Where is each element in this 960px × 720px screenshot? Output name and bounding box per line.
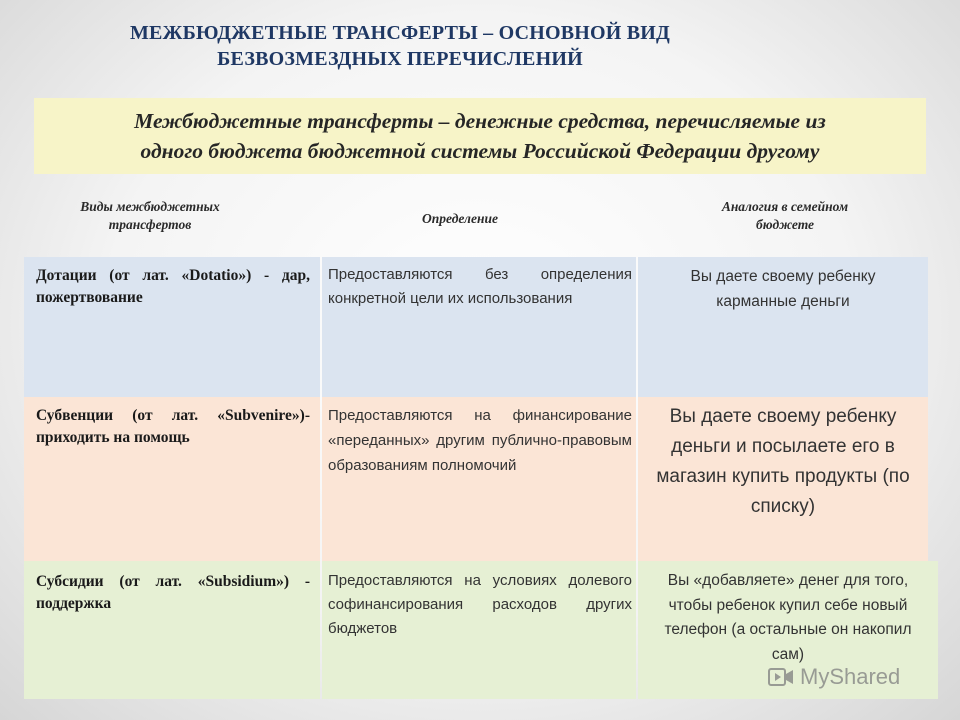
table-row-3-definition: Предоставляются на условиях долевого софинансирования расходов других бюджетов — [322, 561, 636, 699]
table-row-1-analogy: Вы даете своему ребенку карманные деньги — [638, 257, 928, 397]
definition-text — [34, 106, 926, 166]
column-header-analogy-line-1: Аналогия в семейном — [721, 199, 849, 214]
column-header-types — [40, 198, 260, 234]
column-header-definition: Определение — [422, 211, 498, 226]
table-row-2-analogy: Вы даете своему ребенку деньги и посылаете его в магазин купить продукты (по списку) — [638, 397, 928, 561]
column-header-analogy-line-2: бюджете — [755, 217, 815, 232]
definition-box — [34, 98, 926, 174]
watermark-text: MyShared — [800, 664, 901, 689]
table-row-2-definition: Предоставляются на финансирование «переданных» другим публично-правовым образованиям полномочий — [322, 397, 636, 561]
slide-title-line-2: БЕЗВОЗМЕЗДНЫХ ПЕРЕЧИСЛЕНИЙ — [217, 48, 583, 70]
slide-title — [80, 20, 720, 72]
column-header-types-line-1: Виды межбюджетных — [80, 199, 220, 214]
table-row-1-name: Дотации (от лат. «Dotatio») - дар, пожертвование — [24, 257, 320, 397]
video-logo-icon — [768, 666, 794, 688]
column-header-analogy — [660, 198, 910, 234]
column-header-types-line-2: трансфертов — [108, 217, 192, 232]
slide-title-line-1: МЕЖБЮДЖЕТНЫЕ ТРАНСФЕРТЫ – ОСНОВНОЙ ВИД — [129, 22, 670, 44]
definition-line-1: Межбюджетные трансферты – денежные средства, перечисляемые из — [134, 109, 826, 133]
definition-line-2: одного бюджета бюджетной системы Российской Федерации другому — [140, 139, 820, 163]
table-row-1-definition: Предоставляются без определения конкретной цели их использования — [322, 257, 636, 397]
table-row-3-name: Субсидии (от лат. «Subsidium») - поддержка — [24, 561, 320, 699]
table-row-2-name: Субвенции (от лат. «Subvenire»)- приходить на помощь — [24, 397, 320, 561]
myshared-watermark — [768, 662, 928, 692]
table-row-3-analogy: Вы «добавляете» денег для того, чтобы ребенок купил себе новый телефон (а остальные он накопил сам) — [638, 561, 938, 699]
